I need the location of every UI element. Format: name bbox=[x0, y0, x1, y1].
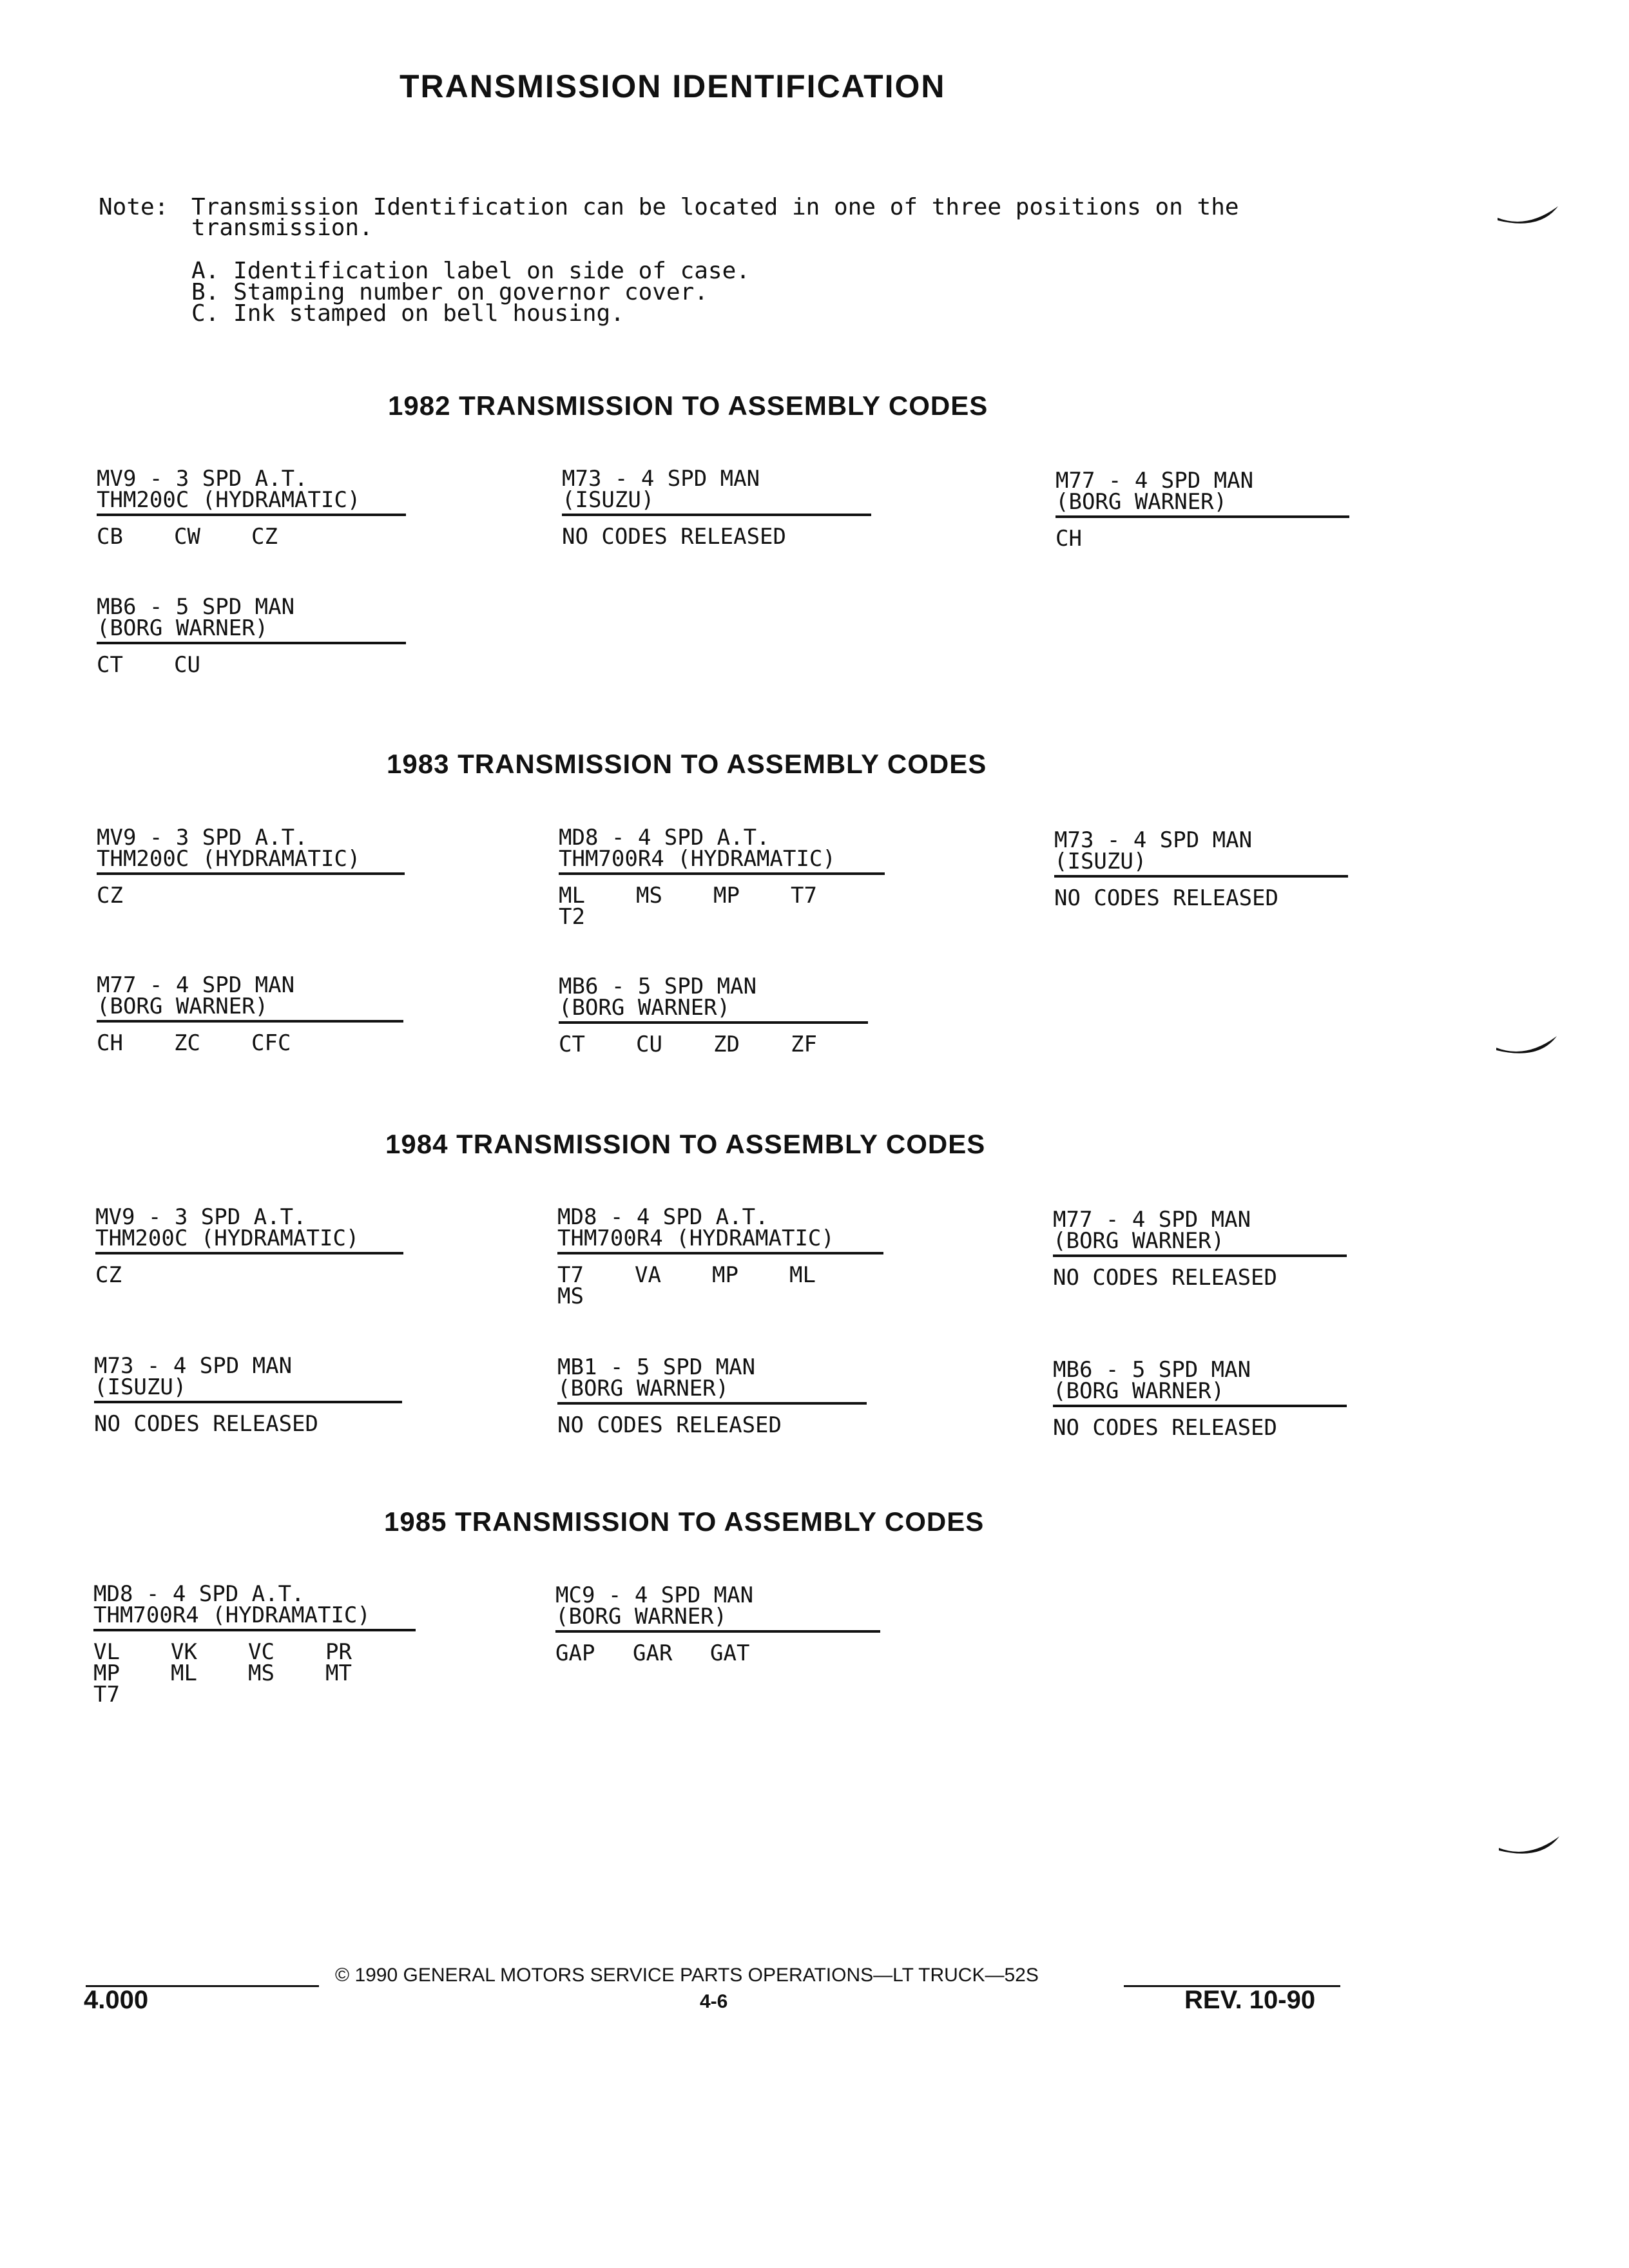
code-row bbox=[93, 1684, 416, 1706]
block-header bbox=[555, 1582, 880, 1633]
block-header bbox=[93, 1581, 416, 1631]
transmission-type: (BORG WARNER) bbox=[97, 994, 269, 1019]
transmission-type: (BORG WARNER) bbox=[559, 995, 731, 1021]
code-row bbox=[97, 526, 406, 548]
assembly-codes bbox=[1055, 528, 1349, 550]
block-header bbox=[559, 827, 885, 875]
transmission-model: MB6 - 5 SPD MAN bbox=[559, 974, 757, 999]
block-1984-mb6 bbox=[1053, 1357, 1347, 1441]
block-header bbox=[1053, 1209, 1347, 1257]
transmission-type: THM200C (HYDRAMATIC) bbox=[95, 1225, 360, 1251]
assembly-code: CW bbox=[174, 524, 200, 550]
assembly-code: T2 bbox=[559, 904, 585, 930]
assembly-code: VC bbox=[248, 1639, 275, 1665]
transmission-model: MD8 - 4 SPD A.T. bbox=[557, 1204, 769, 1230]
assembly-code: VK bbox=[171, 1639, 197, 1665]
transmission-type: (ISUZU) bbox=[1054, 849, 1147, 874]
assembly-code: MS bbox=[557, 1283, 584, 1309]
footer-copyright: © 1990 GENERAL MOTORS SERVICE PARTS OPERATIONS—LT TRUCK—52S bbox=[335, 1965, 1039, 1986]
block-1984-md8 bbox=[557, 1204, 883, 1309]
assembly-code: ZC bbox=[174, 1030, 200, 1056]
code-row bbox=[559, 1034, 868, 1055]
section-title-1984: 1984 TRANSMISSION TO ASSEMBLY CODES bbox=[385, 1129, 986, 1159]
block-header bbox=[97, 468, 406, 516]
code-row bbox=[95, 1262, 403, 1288]
transmission-type: THM200C (HYDRAMATIC) bbox=[97, 487, 361, 513]
block-header bbox=[97, 827, 405, 875]
transmission-type: THM700R4 (HYDRAMATIC) bbox=[559, 846, 836, 872]
assembly-code: CT bbox=[559, 1032, 585, 1057]
assembly-code: CH bbox=[1055, 526, 1082, 552]
assembly-code: GAP bbox=[555, 1640, 595, 1666]
block-header bbox=[97, 594, 406, 644]
transmission-model: MC9 - 4 SPD MAN bbox=[555, 1582, 754, 1608]
assembly-codes bbox=[555, 1640, 880, 1666]
block-header bbox=[94, 1353, 402, 1403]
block-1984-mb1 bbox=[557, 1354, 867, 1438]
block-1982-mv9 bbox=[97, 468, 406, 548]
block-header bbox=[557, 1204, 883, 1254]
assembly-codes bbox=[557, 1262, 883, 1309]
note-line-1: Transmission Identification can be located in one of three positions on the bbox=[191, 194, 1239, 220]
assembly-code: MS bbox=[636, 883, 662, 908]
assembly-code: MT bbox=[325, 1660, 352, 1686]
assembly-code: CT bbox=[97, 652, 123, 678]
code-row bbox=[1054, 885, 1348, 911]
block-header bbox=[97, 972, 403, 1023]
assembly-codes bbox=[559, 885, 885, 928]
assembly-code: CZ bbox=[95, 1262, 122, 1288]
transmission-model: M73 - 4 SPD MAN bbox=[562, 466, 760, 492]
code-row bbox=[94, 1411, 402, 1437]
footer-section-number: 4.000 bbox=[84, 1986, 149, 2014]
assembly-code: NO CODES RELEASED bbox=[1053, 1265, 1277, 1291]
assembly-code: CZ bbox=[251, 524, 278, 550]
note-label: Note: bbox=[99, 194, 169, 220]
assembly-code: ZF bbox=[791, 1032, 817, 1057]
block-header bbox=[1053, 1357, 1347, 1407]
block-1983-m73 bbox=[1054, 827, 1348, 911]
code-row bbox=[557, 1283, 883, 1309]
note-item-b: B. Stamping number on governor cover. bbox=[191, 279, 708, 305]
section-title-1985: 1985 TRANSMISSION TO ASSEMBLY CODES bbox=[384, 1506, 985, 1537]
assembly-code: NO CODES RELEASED bbox=[94, 1411, 318, 1437]
assembly-code: CB bbox=[97, 524, 123, 550]
assembly-codes bbox=[97, 652, 406, 678]
block-1982-mb6 bbox=[97, 594, 406, 678]
assembly-code: GAR bbox=[633, 1640, 673, 1666]
assembly-codes bbox=[559, 1034, 868, 1055]
assembly-code: CU bbox=[636, 1032, 662, 1057]
assembly-codes bbox=[97, 885, 405, 907]
transmission-model: M77 - 4 SPD MAN bbox=[97, 972, 295, 998]
footer-page-number: 4-6 bbox=[700, 1991, 728, 2012]
transmission-model: MB6 - 5 SPD MAN bbox=[97, 594, 295, 620]
assembly-code: CZ bbox=[97, 883, 123, 908]
assembly-code: VA bbox=[635, 1262, 661, 1288]
binder-mark-top bbox=[1495, 201, 1562, 237]
assembly-code: NO CODES RELEASED bbox=[1053, 1415, 1277, 1441]
code-row bbox=[555, 1640, 880, 1666]
transmission-type: (BORG WARNER) bbox=[555, 1604, 728, 1629]
transmission-type: (BORG WARNER) bbox=[1055, 489, 1228, 515]
binder-mark-bottom bbox=[1496, 1831, 1563, 1867]
transmission-type: (BORG WARNER) bbox=[1053, 1228, 1225, 1254]
assembly-code: CH bbox=[97, 1030, 123, 1056]
code-row bbox=[557, 1262, 883, 1288]
block-1983-m77 bbox=[97, 972, 403, 1056]
assembly-codes bbox=[1053, 1415, 1347, 1441]
block-header bbox=[95, 1204, 403, 1254]
code-row bbox=[562, 526, 871, 548]
transmission-model: M77 - 4 SPD MAN bbox=[1055, 468, 1254, 494]
block-1982-m73 bbox=[562, 468, 871, 548]
transmission-type: THM700R4 (HYDRAMATIC) bbox=[557, 1225, 834, 1251]
assembly-codes bbox=[93, 1639, 416, 1707]
code-row bbox=[97, 652, 406, 678]
assembly-codes bbox=[97, 526, 406, 548]
transmission-type: THM200C (HYDRAMATIC) bbox=[97, 846, 361, 872]
block-1983-md8 bbox=[559, 827, 885, 928]
note-item-c: C. Ink stamped on bell housing. bbox=[191, 300, 624, 327]
transmission-model: MV9 - 3 SPD A.T. bbox=[97, 825, 308, 850]
block-1982-m77 bbox=[1055, 470, 1349, 550]
assembly-codes bbox=[95, 1262, 403, 1288]
block-header bbox=[1054, 827, 1348, 878]
block-1984-mv9 bbox=[95, 1204, 403, 1288]
transmission-type: (BORG WARNER) bbox=[97, 615, 269, 641]
assembly-code: CU bbox=[174, 652, 200, 678]
transmission-type: THM700R4 (HYDRAMATIC) bbox=[93, 1602, 371, 1628]
assembly-code: MS bbox=[248, 1660, 275, 1686]
code-row bbox=[1053, 1415, 1347, 1441]
block-header bbox=[562, 468, 871, 516]
assembly-code: T7 bbox=[791, 883, 817, 908]
code-row bbox=[559, 904, 885, 930]
assembly-code: NO CODES RELEASED bbox=[562, 524, 786, 550]
transmission-model: M73 - 4 SPD MAN bbox=[1054, 827, 1253, 853]
block-1985-md8 bbox=[93, 1581, 416, 1707]
assembly-codes bbox=[1053, 1267, 1347, 1289]
transmission-model: MV9 - 3 SPD A.T. bbox=[97, 466, 308, 492]
block-1985-mc9 bbox=[555, 1582, 880, 1666]
section-title-1982: 1982 TRANSMISSION TO ASSEMBLY CODES bbox=[388, 390, 988, 421]
assembly-code: GAT bbox=[710, 1640, 750, 1666]
assembly-codes bbox=[557, 1412, 867, 1438]
block-1984-m77 bbox=[1053, 1209, 1347, 1289]
code-row bbox=[1055, 528, 1349, 550]
block-1983-mb6 bbox=[559, 976, 868, 1055]
transmission-model: MV9 - 3 SPD A.T. bbox=[95, 1204, 307, 1230]
assembly-code: VL bbox=[93, 1639, 120, 1665]
code-row bbox=[93, 1660, 416, 1686]
assembly-code: CFC bbox=[251, 1030, 291, 1056]
assembly-code: MP bbox=[713, 883, 740, 908]
transmission-type: (ISUZU) bbox=[562, 487, 655, 513]
code-row bbox=[557, 1412, 867, 1438]
block-1983-mv9 bbox=[97, 827, 405, 907]
block-header bbox=[557, 1354, 867, 1405]
binder-mark-middle bbox=[1494, 1031, 1561, 1067]
code-row bbox=[97, 885, 405, 907]
assembly-codes bbox=[1054, 885, 1348, 911]
code-row bbox=[1053, 1267, 1347, 1289]
transmission-model: M77 - 4 SPD MAN bbox=[1053, 1207, 1251, 1233]
transmission-model: MD8 - 4 SPD A.T. bbox=[559, 825, 770, 850]
block-1984-m73 bbox=[94, 1353, 402, 1437]
transmission-model: MB1 - 5 SPD MAN bbox=[557, 1354, 756, 1380]
transmission-type: (BORG WARNER) bbox=[557, 1376, 729, 1401]
transmission-type: (ISUZU) bbox=[94, 1374, 187, 1400]
assembly-codes bbox=[562, 526, 871, 548]
note-line-2: transmission. bbox=[191, 215, 373, 241]
section-title-1983: 1983 TRANSMISSION TO ASSEMBLY CODES bbox=[387, 749, 987, 779]
footer-revision: REV. 10-90 bbox=[1184, 1986, 1316, 2014]
assembly-code: T7 bbox=[93, 1682, 120, 1707]
assembly-code: PR bbox=[325, 1639, 352, 1665]
transmission-model: MB6 - 5 SPD MAN bbox=[1053, 1357, 1251, 1383]
block-header bbox=[559, 976, 868, 1024]
block-header bbox=[1055, 470, 1349, 518]
assembly-code: MP bbox=[93, 1660, 120, 1686]
assembly-code: ML bbox=[789, 1262, 816, 1288]
assembly-code: ZD bbox=[713, 1032, 740, 1057]
code-row bbox=[97, 1030, 403, 1056]
assembly-code: ML bbox=[171, 1660, 197, 1686]
assembly-code: T7 bbox=[557, 1262, 584, 1288]
transmission-type: (BORG WARNER) bbox=[1053, 1378, 1225, 1404]
assembly-code: NO CODES RELEASED bbox=[1054, 885, 1278, 911]
assembly-code: NO CODES RELEASED bbox=[557, 1412, 782, 1438]
note-item-a: A. Identification label on side of case. bbox=[191, 258, 750, 284]
code-row bbox=[559, 885, 885, 907]
assembly-codes bbox=[94, 1411, 402, 1437]
transmission-model: M73 - 4 SPD MAN bbox=[94, 1353, 293, 1379]
page-title: TRANSMISSION IDENTIFICATION bbox=[400, 68, 946, 104]
assembly-codes bbox=[97, 1030, 403, 1056]
assembly-code: MP bbox=[712, 1262, 738, 1288]
transmission-model: MD8 - 4 SPD A.T. bbox=[93, 1581, 305, 1607]
assembly-code: ML bbox=[559, 883, 585, 908]
